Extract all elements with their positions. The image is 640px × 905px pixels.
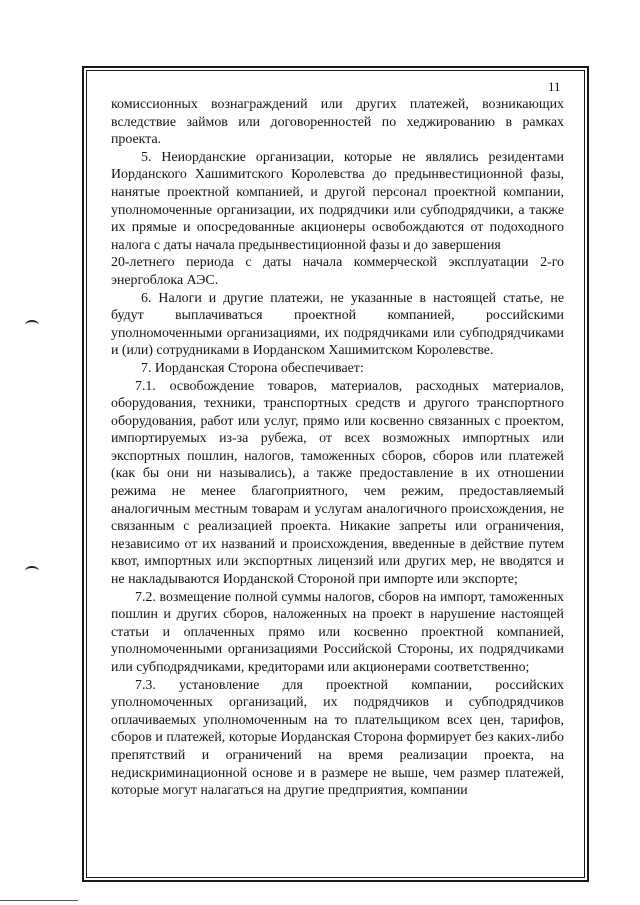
paragraph-item-6: 6. Налоги и другие платежи, не указанные в настоящей статье, не будут выплачиваться проектной компанией, российскими уполномоченными организациями, их подрядчиками или субподрядчиками и (или) сотрудниками в Иорданском Хашимитском Королевстве. bbox=[111, 290, 564, 359]
paragraph-item-7: 7. Иорданская Сторона обеспечивает: bbox=[141, 360, 364, 376]
paragraph-item-7-3: 7.3. установление для проектной компании, российских уполномоченных организаций, их подрядчиков и субподрядчиков оплачиваемых уполномоченным на то плательщиком всех цен, тарифов, сборов и платежей, которые Иорданская Сторона формирует без каких-либо препятствий и ограничений на время реализации проекта, на недискриминационной основе и в размере не выше, чем размер платежей, которые могут налагаться на другие предприятия, компании bbox=[111, 677, 564, 799]
paragraph-item-7-2: 7.2. возмещение полной суммы налогов, сборов на импорт, таможенных пошлин и других сборов, наложенных на проект в нарушение настоящей статьи и оплаченных прямо или косвенно проектной компанией, уполномоченными организациями Российской Стороны, их подрядчиками или субподрядчиками, кредиторами или акционерами соответственно; bbox=[111, 589, 564, 675]
paragraph-item-7-1: 7.1. освобождение товаров, материалов, расходных материалов, оборудования, техники, транспортных средств и другого транспортного оборудования, работ или услуг, прямо или косвенно связанных с проектом, импортируемых из-за рубежа, от всех возможных импортных или экспортных пошлин, налогов, таможенных сборов, сборов или платежей (как бы они ни назывались), а также предоставление в их отношении режима не менее благоприятного, чем режим, предоставляемый аналогичным местным товарам и услугам аналогичного происхождения, не связанным с реализацией проекта. Никакие запреты или ограничения, независимо от их названий и происхождения, введенные в действие путем квот, импортных или экспортных лицензий или других мер, не вводятся и не накладываются Иорданской Стороной при импорте или экспорте; bbox=[111, 378, 564, 588]
paragraph-continuation: комиссионных вознаграждений или других платежей, возникающих вследствие займов или договоренностей по хеджированию в рамках проекта. bbox=[111, 97, 564, 148]
paragraph-item-5: 5. Неиорданские организации, которые не являлись резидентами Иорданского Хашимитского Королевства до предынвестиционной фазы, нанятые проектной компанией, и другой персонал проектной компании, уполномоченные организации, их подрядчики или субподрядчики, а также их прямые и опосредованные акционеры освобождаются от подоходного налога с даты начала предынвестиционной фазы и до завершения bbox=[111, 149, 564, 253]
page-number: 11 bbox=[548, 79, 561, 94]
paragraph-item-5-end: 20-летнего периода с даты начала коммерческой эксплуатации 2-го энергоблока АЭС. bbox=[111, 255, 564, 288]
document-body bbox=[111, 96, 564, 800]
punch-hole-mark bbox=[25, 320, 39, 330]
punch-hole-mark bbox=[25, 566, 39, 576]
scan-edge-line bbox=[0, 900, 78, 901]
